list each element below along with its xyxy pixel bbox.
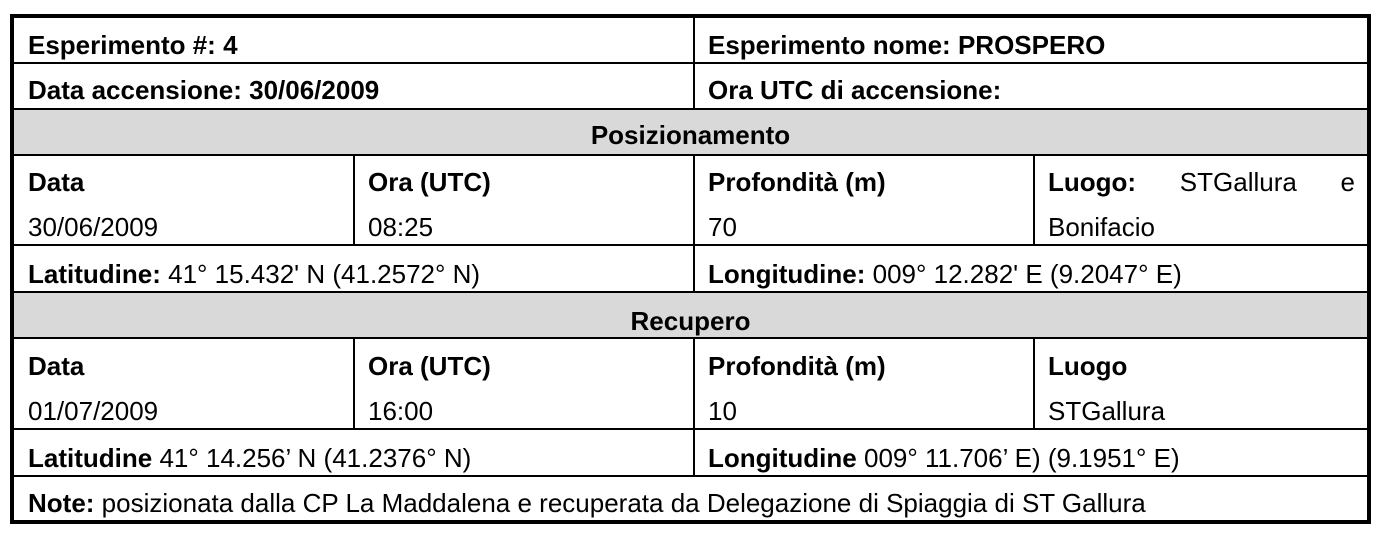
- rec-data-value: 01/07/2009: [28, 396, 159, 426]
- data-accensione-label: Data accensione:: [28, 75, 242, 105]
- data-accensione-value: 30/06/2009: [249, 75, 380, 105]
- pos-prof-value: 70: [708, 212, 737, 242]
- pos-col-prof: [694, 169, 1034, 195]
- rec-lat-value: 41° 14.256’ N (41.2376° N): [159, 443, 472, 473]
- posizionamento-title: [14, 122, 1367, 148]
- pos-data-value: 30/06/2009: [28, 212, 159, 242]
- pos-col-luogo: [1034, 169, 1367, 195]
- pos-col-ora: [354, 169, 694, 195]
- rec-prof-value: 10: [708, 396, 737, 426]
- rec-col-luogo: [1034, 353, 1367, 379]
- rec-longitudine: [694, 445, 1367, 471]
- rec-col-prof-label: Profondità (m): [708, 351, 886, 381]
- pos-lat-value: 41° 15.432' N (41.2572° N): [168, 259, 481, 289]
- rec-col-ora-label: Ora (UTC): [368, 351, 491, 381]
- rec-col-data-label: Data: [28, 351, 85, 381]
- divider: [14, 244, 1367, 246]
- note: [14, 490, 1367, 516]
- rec-col-luogo-label: Luogo: [1048, 351, 1128, 381]
- pos-col-data: [14, 169, 354, 195]
- pos-latitudine: [14, 261, 694, 287]
- pos-col-luogo-label: Luogo:: [1048, 167, 1137, 197]
- divider: [693, 338, 695, 477]
- ora-accensione: [694, 77, 1367, 103]
- pos-longitudine: [694, 261, 1367, 287]
- recupero-title: [14, 308, 1367, 334]
- divider: [353, 155, 355, 246]
- note-label: Note:: [28, 488, 95, 518]
- rec-col-data: [14, 353, 354, 379]
- rec-lon-value: 009° 11.706’ E) (9.1951° E): [863, 443, 1180, 473]
- rec-latitudine: [14, 445, 694, 471]
- divider: [14, 337, 1367, 339]
- pos-luogo-value-part1: STGallura: [1179, 167, 1297, 197]
- divider: [14, 475, 1367, 477]
- rec-col-prof: [694, 353, 1034, 379]
- divider: [14, 62, 1367, 64]
- rec-lat-label: Latitudine: [28, 443, 153, 473]
- pos-lon-label: Longitudine:: [708, 259, 866, 289]
- pos-lat-label: Latitudine:: [28, 259, 161, 289]
- divider: [1033, 155, 1035, 246]
- pos-lon-value: 009° 12.282' E (9.2047° E): [872, 259, 1182, 289]
- esperimento-name-value: PROSPERO: [957, 30, 1106, 60]
- rec-col-ora: [354, 353, 694, 379]
- esperimento-number-value: 4: [223, 30, 238, 60]
- divider: [14, 428, 1367, 430]
- data-accensione: [14, 77, 694, 103]
- esperimento-name-label: Esperimento nome:: [708, 30, 951, 60]
- divider: [693, 155, 695, 293]
- ora-accensione-label: Ora UTC di accensione:: [708, 75, 1002, 105]
- esperimento-number: [14, 32, 694, 58]
- pos-col-prof-label: Profondità (m): [708, 167, 886, 197]
- divider: [353, 338, 355, 429]
- divider: [1033, 338, 1035, 429]
- posizionamento-title-text: Posizionamento: [590, 120, 791, 150]
- rec-luogo-value: STGallura: [1048, 396, 1166, 426]
- esperimento-name: [694, 32, 1367, 58]
- pos-luogo-value-part2: e: [1340, 167, 1355, 197]
- experiment-record-table: [10, 14, 1371, 524]
- recupero-title-text: Recupero: [630, 306, 751, 336]
- divider: [14, 154, 1367, 156]
- divider: [693, 18, 695, 110]
- rec-ora-value: 16:00: [368, 396, 434, 426]
- pos-luogo-value-cont: Bonifacio: [1048, 212, 1155, 242]
- rec-lon-label: Longitudine: [708, 443, 857, 473]
- pos-col-data-label: Data: [28, 167, 85, 197]
- note-value: posizionata dalla CP La Maddalena e recuperata da Delegazione di Spiaggia di ST Gallura: [101, 488, 1146, 518]
- esperimento-number-label: Esperimento #:: [28, 30, 216, 60]
- pos-ora-value: 08:25: [368, 212, 434, 242]
- pos-col-ora-label: Ora (UTC): [368, 167, 491, 197]
